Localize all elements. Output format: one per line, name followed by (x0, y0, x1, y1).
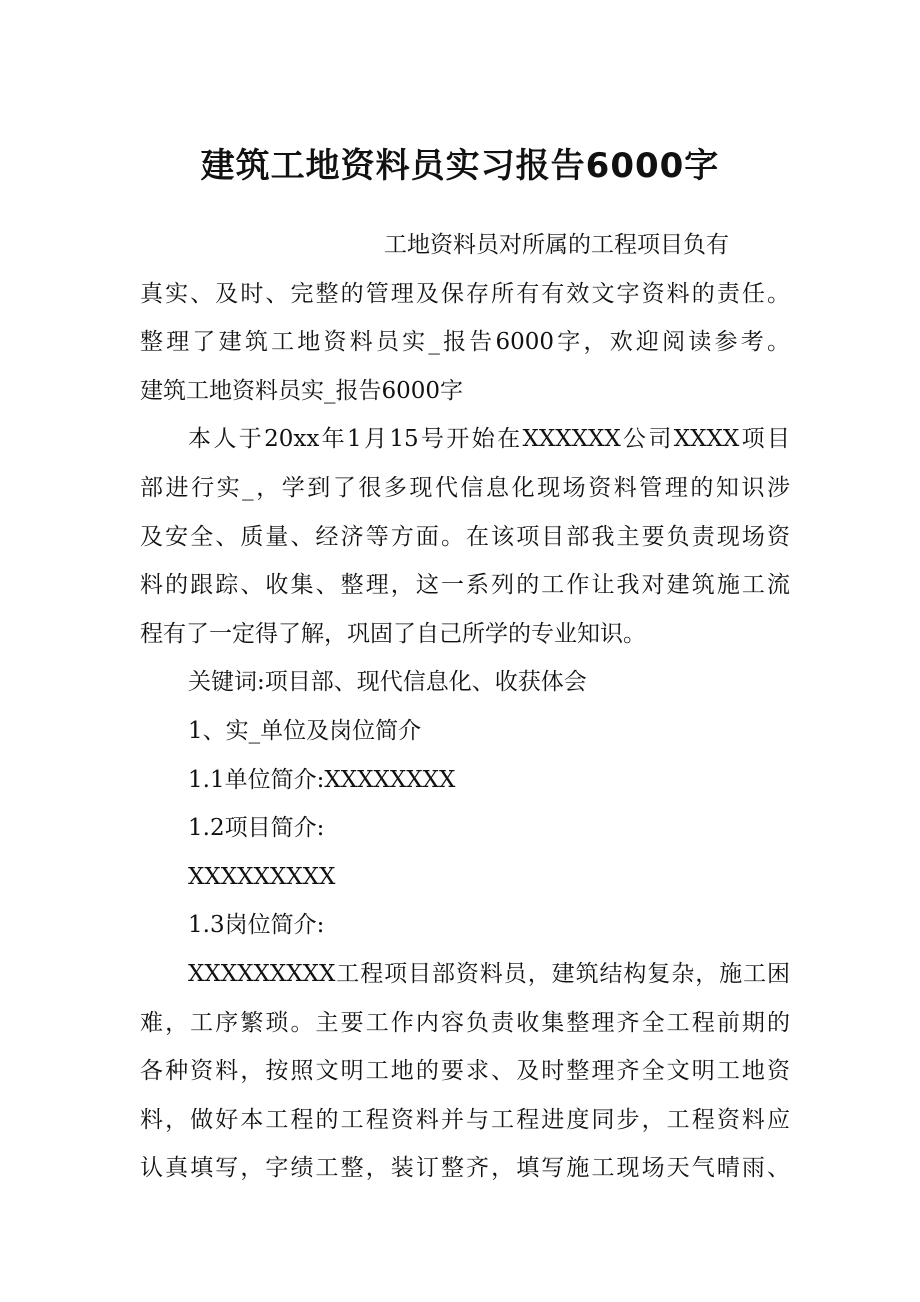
subsection-heading: 1.3岗位简介: (188, 912, 325, 939)
paragraph-line: 本人于20xx年1月15号开始在XXXXXX公司XXXX项目 (188, 426, 790, 453)
document-title: 建筑工地资料员实习报告6000字 (200, 146, 720, 186)
paragraph-line: 难，工序繁琐。主要工作内容负责收集整理齐全工程前期的 (140, 1009, 790, 1036)
paragraph-line: 部进行实_，学到了很多现代信息化现场资料管理的知识涉 (140, 474, 790, 501)
paragraph-line: 建筑工地资料员实_报告6000字 (140, 377, 464, 404)
subsection-heading: 1.2项目简介: (188, 815, 325, 842)
paragraph-line: 料，做好本工程的工程资料并与工程进度同步，工程资料应 (140, 1106, 790, 1133)
section-heading: 1、实_单位及岗位简介 (188, 717, 422, 744)
paragraph-line: 程有了一定得了解，巩固了自己所学的专业知识。 (140, 620, 646, 647)
paragraph-line: 工地资料员对所属的工程项目负有 (384, 232, 729, 258)
paragraph-line: 料的跟踪、收集、整理，这一系列的工作让我对建筑施工流 (140, 572, 790, 599)
paragraph-line: 及安全、质量、经济等方面。在该项目部我主要负责现场资 (140, 523, 790, 550)
paragraph-line: 真实、及时、完整的管理及保存所有有效文字资料的责任。 (140, 280, 790, 307)
subsection-heading: 1.1单位简介:XXXXXXXX (188, 766, 456, 793)
paragraph-line: 整理了建筑工地资料员实_报告6000字，欢迎阅读参考。 (140, 329, 790, 356)
paragraph-line: XXXXXXXXX (188, 863, 336, 890)
keywords-line: 关键词:项目部、现代信息化、收获体会 (188, 669, 587, 696)
document-body (140, 221, 790, 1193)
paragraph-line: 认真填写，字绩工整，装订整齐，填写施工现场天气晴雨、 (140, 1155, 790, 1182)
paragraph-line: 各种资料，按照文明工地的要求、及时整理齐全文明工地资 (140, 1058, 790, 1085)
paragraph-line: XXXXXXXXX工程项目部资料员，建筑结构复杂，施工困 (188, 960, 790, 987)
